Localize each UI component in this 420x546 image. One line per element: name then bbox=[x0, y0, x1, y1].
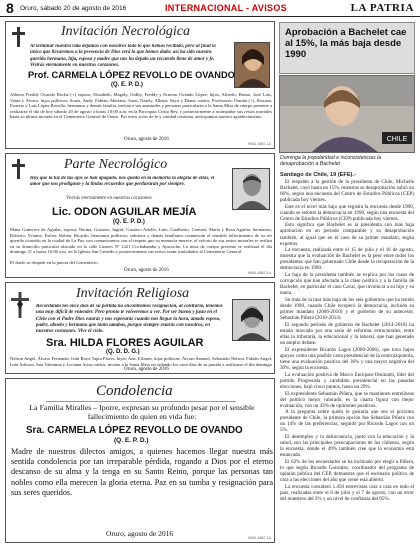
article-paragraph: La encuesta consideró 1.450 entrevistas cara a cara en todo el país, realizadas entre el 8 de julio y el 7 de agosto, con un error del muestreo del 3% y un nivel de confianza del 95%. bbox=[280, 483, 414, 503]
cross-icon bbox=[10, 158, 28, 180]
notice-quote-sub: Vivirás eternamente en nuestros corazones. bbox=[66, 196, 153, 201]
article-paragraph: El expresidente Sebastián Piñera, que se mantienen entrelíneas del político mejor valorado, es la cuarta figura con mejor evaluación, con un 43% de opiniones positivas. bbox=[280, 390, 414, 409]
notice-invitacion-necrologica bbox=[5, 21, 275, 149]
notice-quote: Hoy que la luz de tus ojos se han apagado, nos queda en la memoria la alegría de ellos, el amor que nos prodigaste y la lindas recuerdos que perdurarán por siempre. bbox=[30, 176, 215, 188]
divider bbox=[46, 401, 236, 402]
notice-body: Madre de nuestros dilectos amigos, a quienes hacemos llegar nuestra más sentida condolencia por tan irreparable pérdida, rogando a Dios por el eterno descanso de su alma y la tenga en su Santo Reino, porque las personas tan nobles como ella merecen la gloria eterna. Paz en su tumba y resignación para sus seres queridos. bbox=[11, 447, 273, 497]
notice-title: Condolencia bbox=[96, 383, 173, 399]
article-headline-box bbox=[279, 22, 415, 74]
article-paragraph: El desempleo y la delincuencia, junto con la educación y la salud, son las principales preocupaciones de los chilenos, según la encuesta, donde el 49% también cree que la economía está estancada. bbox=[280, 434, 414, 459]
deceased-name: Prof. CARMELA LÓPEZ REVOLLO DE OVANDO bbox=[28, 70, 235, 80]
article-paragraph: Esto significa que Bachelet es la presidenta con más baja aprobación en un periodo comparable y su desaprobación también, al igual que en el caso de su primer mandato, según expertos. bbox=[280, 222, 414, 247]
notice-code: HB61-6867-1A bbox=[247, 536, 271, 540]
article-paragraph: El segundo periodo de gobierno de Bachelet (2014-2018) ha estado marcado por una serie de reformas estructurales, entre ellas la tributaria, la educacional y la laboral, que han generado un amplio debate. bbox=[280, 321, 414, 347]
date-line: Oruro, sábado 20 de agosto de 2016 bbox=[20, 5, 127, 12]
deceased-photo bbox=[234, 42, 270, 88]
deceased-photo bbox=[232, 168, 270, 210]
deceased-name: Sra. HILDA FLORES AGUILAR bbox=[46, 337, 204, 349]
notice-invitacion-religiosa bbox=[5, 282, 275, 374]
notice-title: Parte Necrológico bbox=[64, 157, 168, 172]
notice-body: Nelson Angel, Álvaro Fernando, Iván Boris Tapia Flores, hijos; Ana, Erlanes, hijas políticas; Álvaro Samuel, Sebastián Nelson, Fabián Angel, Iván Arleson, Ana Valentina y Luciana Arisa, nietos, invitan a la Santa Misa recordando los once días de su partida a realizarse el día domingo bbox=[10, 356, 272, 367]
article-paragraph: A la pregunta sobre quién le gustaría que sea el próximo presidente de Chile, la primera opción fue Sebastián Piñera con un 14% de las preferencias, seguido por Ricardo Lagos con un 5%. bbox=[280, 409, 414, 434]
article-body bbox=[280, 172, 414, 544]
notice-code: HB61-6867-1A bbox=[247, 271, 271, 275]
notice-body: Alberto Freddy Ovando Rocha (+) esposo; Elizabeth, Magaly, Ordhy, Freddy y Ernesto Ovando López, hijos; Alfredo, Bruno, José Luis, Vania y Alvaro, hijos políticos; Sonia, Andy, Fabian, Mariana, Sarai, Naiely, Alhara, Sayri y Diana, nietos; Profesores; Osmán (+), Roxana, Ernesto y Luis López Revollo, hermanos y demás familia, invitan a sus amistades y personas particulares a la Santa Misa de cuerpo presente a realizarse el día de hoy sábado 20 de agosto a horas 10:00 a.m. en la Parroquia Cristo Rey, y posteriormente a acompañar sus restos mortales hasta su última morada en el Cementerio General de Oruro. Por estos actos de fe y caridad cristiana, anticipamos nuestro agradecimiento. bbox=[10, 92, 272, 120]
notice-code: HB61-6867-1A bbox=[247, 142, 271, 146]
article-headline: Aprobación a Bachelet cae al 15%, la más baja desde 1990 bbox=[285, 27, 407, 60]
notice-quote: Recordando los once días de su partida no encontramos resignación, al contrario, tenemos una muy difícil de entender. Pero pronto te volveremos a ver. Por ser bueno y justo en el Cielo con el Padre Dios estarás y nos esperarás cuando nos llegue la hora, amado esposo, padre, abuelo y hermano que tanto amabas, porque siempre estarás con nosotros, en nuestros corazones. Vive el cielo. bbox=[36, 304, 223, 335]
article-photo bbox=[279, 75, 415, 153]
deceased-name: Lic. ODON AGUILAR MEJÍA bbox=[52, 206, 197, 218]
page-number: 8 bbox=[6, 0, 14, 16]
notice-title: Invitación Religiosa bbox=[76, 286, 190, 301]
notice-date: Oruro, agosto de 2016 bbox=[124, 137, 169, 142]
notice-body: Mana Gutierrez de Aguilar, esposa; Nerina, Gustavo, Ingrid, Gustavo Adolfo, Lino, Gualberto, Carmen, María y Rosa Aguilar, hermanos; Roberto, Yvonne, Esther, Rubén, Ricardo, hermanos políticos; sobrinos y demás familiares comunican el sensible fallecimiento de su ser querido ocurrido en la ciudad de La Paz, nos comunicamos con el respeto que su memoria merece, el velorio de sus restos mortales se realiza en su domicilio particular ubicado en la calle Linares Nº 1221 Cochabamba y Ayacucho. La misa de cuerpo presente se realizará el día domingo 21 a horas 10:00 a.m. en la Iglesia San Gerardo y posteriormente sus restos serán trasladados al Cementerio General. bbox=[10, 227, 272, 255]
photo-caption: Dominga la popularidad e inconsistencias la desaprobación a Bachelet bbox=[280, 155, 382, 168]
article-paragraph: La encuesta, realizada entre el 15 de julio y el 16 de agosto, muestra que la evaluación de Bachelet es la peor entre todos los presidentes que han gobernado Chile desde la recuperación de la democracia en 1990. bbox=[280, 247, 414, 272]
qepd-label: (Q. E. P. D.) bbox=[111, 82, 143, 88]
newspaper-brand: LA PATRIA bbox=[350, 2, 414, 14]
section-title: INTERNACIONAL - AVISOS bbox=[165, 3, 287, 13]
qepd-label: (Q. E. P. D.) bbox=[113, 219, 145, 225]
notice-parte-necrologico bbox=[5, 153, 275, 278]
notice-condolencia bbox=[5, 378, 275, 543]
notice-date: Oruro, agosto de 2016 bbox=[124, 367, 169, 372]
notice-date: Oruro, agosto de 2016 bbox=[106, 529, 174, 538]
article-paragraph: La evaluación positiva de Marco Enríquez-Ominami, líder del partido Progresista y candidato presidencial en las pasadas elecciones, bajó cinco puntos, hasta un 29%. bbox=[280, 371, 414, 390]
page-header bbox=[0, 0, 420, 17]
article-paragraph: Se trata de la tasa más baja de los seis gobiernos que ha tenido desde 1990, cuando Chile recuperó la democracia, incluido su primer mandato (2006-2010) y el gobierno de su antecesor, Sebastián Piñera (2010-2014). bbox=[280, 297, 414, 322]
notice-intro: La Familia Miralles – Iporre, expresan su profundo pesar por el sensible fallecimiento de quien en vida fue: bbox=[29, 403, 255, 422]
deceased-photo bbox=[232, 299, 270, 341]
notice-title: Invitación Necrológica bbox=[61, 24, 190, 39]
article-dateline: Santiago de Chile, 19 (EFE).- bbox=[280, 172, 356, 178]
article-paragraph: El expresidente Ricardo Lagos (2000-2006), que tuvo bajos apoyos como una posible carta presidencial de la centroizquierda, tiene una evaluación positiva del 36% y una mayor negativa del 30%, según la encuesta. bbox=[280, 346, 414, 371]
notice-date: Oruro, agosto de 2016 bbox=[124, 268, 169, 273]
notice-quote: Al terminar nuestra vida dejamos con nosotros todo lo que hemos recibido, pero al final lo único que llevaremos a la presencia de Dios será lo que hemos dado; así ha sido nuestra querida hermana, hija, esposa y madre que nos ha dejado un recuerdo lleno de amor y fe. Vivirás eternamente en nuestros corazones. bbox=[30, 44, 216, 68]
crucifix-icon bbox=[10, 291, 30, 319]
cross-icon bbox=[10, 26, 28, 48]
qepd-label: (Q. E. P. D.) bbox=[114, 437, 149, 444]
article-paragraph: Este es el nivel más bajo que registra la encuesta desde 1990, cuando se retomó la democracia en 1990, según una encuesta del Centro de Estudios Públicos (CEP) publicada hoy viernes. bbox=[280, 203, 414, 222]
article-paragraph: El 62% de los encuestados se ha inclinado por elegir a Piñera, lo que según Ricardo Gonzalez, coordinador del programa de opinión pública del CEP, demuestra que el escenario político de cara a las elecciones del año que viene está abierto. bbox=[280, 459, 414, 484]
notice-extra: El duelo se despide en la puerta del Cementerio. bbox=[10, 260, 99, 265]
photo-label: CHILE bbox=[386, 136, 408, 143]
deceased-name: Sra. CARMELA LÓPEZ REVOLLO DE OVANDO bbox=[26, 425, 243, 436]
qepd-label: (Q. D. D. G.) bbox=[106, 349, 140, 355]
article-paragraph: El respaldo a la gestión de la presidenta de Chile, Michelle Bachelet, cayó hasta un 15%, mientras su desaprobación subió un 66%, según una encuesta del Centro de Estudios Públicos (CEP) publicada hoy viernes. bbox=[280, 178, 414, 203]
article-paragraph: La baja de la presidenta también se explica por los casos de corrupción que han afectado a la clase política y a la familia de Bachelet, en particular el caso Caval, que involucra a su hijo y su nuera. bbox=[280, 272, 414, 297]
